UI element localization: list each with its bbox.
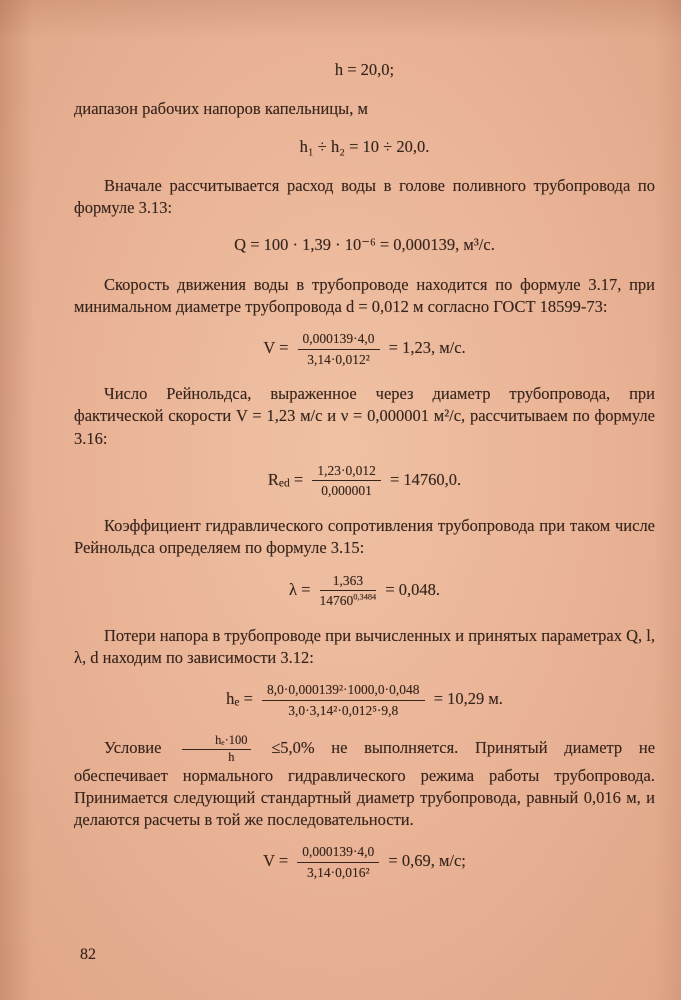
paragraph-reynolds-intro: Число Рейнольдса, выраженное через диаметр трубопровода, при фактической скорости V = 1,23 м/с и ν = 0,000001 м²/с, рассчитываем по формуле 3.16: bbox=[74, 384, 655, 448]
fraction-denominator: 3,14·0,012² bbox=[307, 351, 370, 367]
condition-text-before: Условие bbox=[104, 738, 162, 758]
denominator-exponent: 0,3484 bbox=[353, 592, 377, 602]
formula-rhs: = 10,29 м. bbox=[433, 688, 503, 708]
condition-text-after: ≤5,0% не выполняется. Принятый диаметр не обеспечивает нормального гидравлического режима работы трубопровода. Принимается следующий стандартный диаметр трубопровода, равный 0,016 м, и делаются расчеты в той же последовательности. bbox=[74, 738, 656, 830]
fraction-numerator: 1,363 bbox=[320, 573, 377, 592]
formula-velocity-1 bbox=[74, 331, 655, 367]
fraction-numerator: 1,23·0,012 bbox=[312, 463, 381, 482]
formula-reynolds bbox=[74, 463, 655, 499]
inline-fraction bbox=[182, 734, 250, 765]
equals-sign: = bbox=[293, 469, 304, 489]
denominator-base: 14760 bbox=[319, 593, 354, 609]
fraction-denominator bbox=[320, 591, 377, 609]
formula-text: Q = 100 · 1,39 · 10⁻⁶ = 0,000139, м³/с. bbox=[234, 235, 495, 255]
fraction bbox=[297, 844, 379, 880]
formula-lhs bbox=[268, 470, 290, 489]
fraction-numerator: 0,000139·4,0 bbox=[298, 331, 380, 350]
paragraph-velocity-intro: Скорость движения воды в трубопроводе находится по формуле 3.17, при минимальном диаметре трубопровода d = 0,012 м согласно ГОСТ 18599-73: bbox=[74, 274, 655, 316]
fraction-denominator: 3,0·3,14²·0,012⁵·9,8 bbox=[288, 702, 399, 718]
paragraph-head-range: диапазон рабочих напоров капельницы, м bbox=[74, 99, 368, 119]
formula-rhs: = 0,048. bbox=[385, 579, 441, 599]
formula-lhs bbox=[226, 689, 239, 708]
formula-text: h₁ ÷ h₂ = 10 ÷ 20,0. bbox=[299, 136, 430, 156]
page-number: 82 bbox=[80, 946, 96, 964]
equals-sign: = bbox=[243, 688, 253, 708]
symbol-subscript: e bbox=[234, 696, 240, 709]
fraction-numerator: hₑ·100 bbox=[182, 734, 250, 750]
fraction-denominator: 0,000001 bbox=[321, 483, 372, 499]
paragraph-friction-intro: Коэффициент гидравлического сопротивления трубопровода при таком числе Рейнольдса определяем по формуле 3.15: bbox=[74, 515, 655, 558]
paragraph-headloss-intro: Потери напора в трубопроводе при вычисленных и принятых параметрах Q, l, λ, d находим по зависимости 3.12: bbox=[74, 625, 655, 667]
fraction-denominator: 3,14·0,016² bbox=[307, 864, 370, 880]
paragraph-condition bbox=[74, 734, 655, 831]
formula-lhs: V = bbox=[263, 851, 289, 871]
formula-flow-rate bbox=[74, 234, 655, 256]
formula-lhs: V = bbox=[263, 337, 289, 357]
formula-rhs: = 1,23, м/с. bbox=[388, 337, 466, 357]
formula-text: h = 20,0; bbox=[334, 60, 395, 79]
paragraph-flow-intro: Вначале рассчитывается расход воды в голове поливного трубопровода по формуле 3.13: bbox=[74, 175, 655, 218]
fraction bbox=[320, 573, 377, 609]
symbol-base: h bbox=[226, 688, 235, 708]
fraction-numerator: 8,0·0,000139²·1000,0·0,048 bbox=[262, 682, 425, 701]
formula-rhs: = 0,69, м/с; bbox=[388, 851, 466, 871]
fraction-denominator: h bbox=[228, 749, 235, 764]
formula-velocity-2 bbox=[74, 844, 655, 880]
symbol-base: R bbox=[267, 469, 279, 489]
formula-rhs: = 14760,0. bbox=[389, 469, 462, 489]
formula-head-value bbox=[74, 59, 655, 81]
fraction bbox=[298, 331, 380, 367]
symbol-subscript: ed bbox=[278, 477, 290, 490]
fraction bbox=[262, 682, 425, 718]
formula-lhs: λ = bbox=[288, 579, 311, 599]
formula-head-range bbox=[74, 136, 655, 158]
formula-friction-coefficient bbox=[74, 573, 655, 609]
formula-head-loss bbox=[74, 682, 655, 718]
fraction bbox=[312, 463, 381, 499]
fraction-numerator: 0,000139·4,0 bbox=[297, 844, 379, 863]
